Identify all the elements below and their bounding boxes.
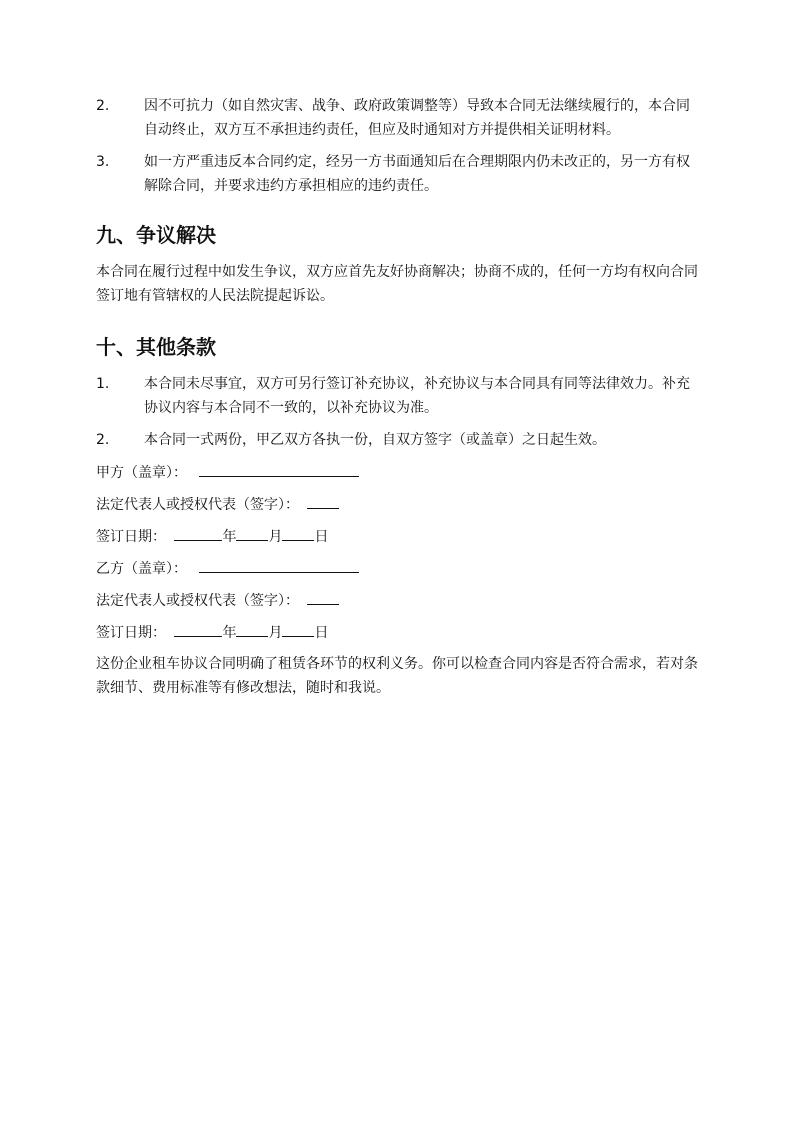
month-blank xyxy=(236,622,268,637)
day-label: 日 xyxy=(314,529,329,545)
section-heading-dispute: 九、争议解决 xyxy=(96,223,216,247)
rep-a-sign-blank xyxy=(307,494,339,509)
list-text: 本合同一式两份，甲乙双方各执一份，自双方签字（或盖章）之日起生效。 xyxy=(144,432,606,448)
party-b-date-line xyxy=(96,622,328,643)
day-blank xyxy=(282,526,314,541)
year-blank xyxy=(174,622,222,637)
list-number: 2. xyxy=(96,432,110,448)
party-a-seal-blank xyxy=(199,462,359,477)
day-blank xyxy=(282,622,314,637)
day-label: 日 xyxy=(314,625,329,641)
party-a-rep-line xyxy=(96,494,339,515)
closing-paragraph: 这份企业租车协议合同明确了租赁各环节的权利义务。你可以检查合同内容是否符合需求，若对条款细节、费用标准等有修改想法，随时和我说。 xyxy=(96,656,698,696)
party-a-label: 甲方（盖章）： xyxy=(96,465,187,481)
dispute-paragraph: 本合同在履行过程中如发生争议，双方应首先友好协商解决；协商不成的，任何一方均有权向合同签订地有管辖权的人民法院提起诉讼。 xyxy=(96,264,698,304)
list-number: 1. xyxy=(96,376,110,392)
party-b-seal-blank xyxy=(199,558,359,573)
rep-a-label: 法定代表人或授权代表（签字）： xyxy=(96,497,299,513)
year-blank xyxy=(174,526,222,541)
party-a-date-line xyxy=(96,526,328,547)
party-b-seal-line xyxy=(96,558,359,579)
date-b-label: 签订日期： xyxy=(96,625,166,641)
month-label: 月 xyxy=(268,625,283,641)
date-a-label: 签订日期： xyxy=(96,529,166,545)
year-label: 年 xyxy=(222,529,237,545)
list-text: 因不可抗力（如自然灾害、战争、政府政策调整等）导致本合同无法继续履行的，本合同自动终止，双方互不承担违约责任，但应及时通知对方并提供相关证明材料。 xyxy=(144,98,690,138)
month-label: 月 xyxy=(268,529,283,545)
party-a-seal-line xyxy=(96,462,359,483)
rep-b-label: 法定代表人或授权代表（签字）： xyxy=(96,593,299,609)
year-label: 年 xyxy=(222,625,237,641)
party-b-rep-line xyxy=(96,590,339,611)
section-heading-other: 十、其他条款 xyxy=(96,335,216,359)
list-text: 如一方严重违反本合同约定，经另一方书面通知后在合理期限内仍未改正的，另一方有权解除合同，并要求违约方承担相应的违约责任。 xyxy=(144,154,690,194)
list-number: 3. xyxy=(96,154,110,170)
list-text: 本合同未尽事宜，双方可另行签订补充协议，补充协议与本合同具有同等法律效力。补充协议内容与本合同不一致的，以补充协议为准。 xyxy=(144,376,690,416)
month-blank xyxy=(236,526,268,541)
party-b-label: 乙方（盖章）： xyxy=(96,561,187,577)
list-number: 2. xyxy=(96,98,110,114)
rep-b-sign-blank xyxy=(307,590,339,605)
